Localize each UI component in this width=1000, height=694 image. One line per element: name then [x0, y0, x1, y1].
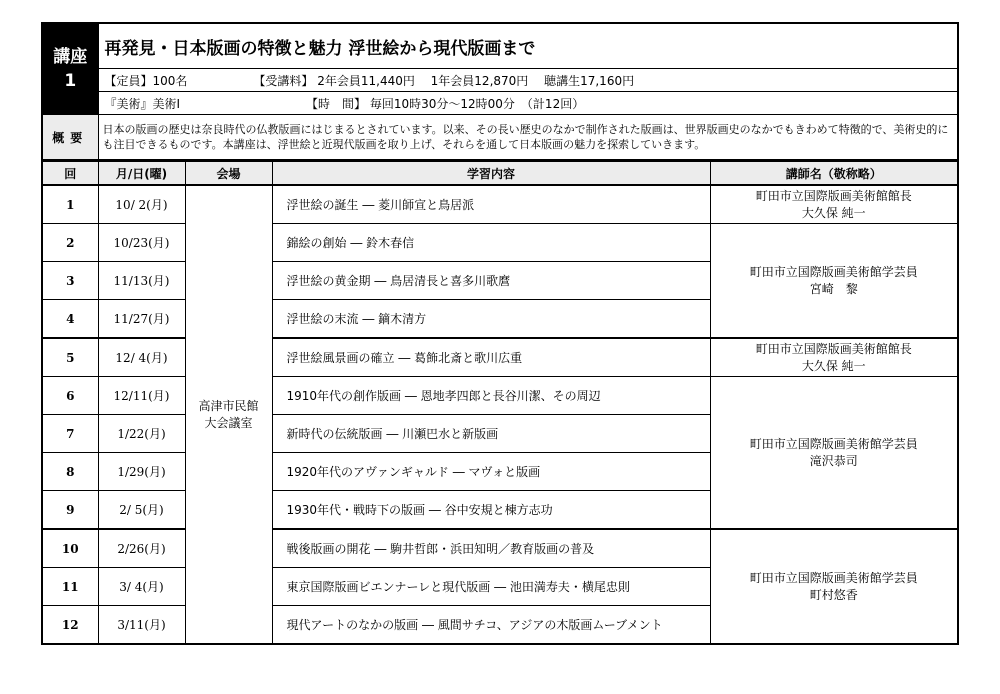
lecturer-cell [710, 529, 958, 644]
session-date: 2/26(月) [98, 529, 185, 568]
session-date: 12/11(月) [98, 377, 185, 415]
lecturer-org: 町田市立国際版画美術館学芸員 [749, 436, 918, 451]
venue-name: 高津市民館 [198, 398, 259, 413]
session-number: 9 [42, 491, 98, 530]
session-topic: 1920年代のアヴァンギャルド ― マヴォと版画 [272, 453, 710, 491]
lecturer-name: 宮崎 黎 [809, 281, 858, 296]
lecturer-org: 町田市立国際版画美術館館長 [755, 341, 912, 356]
lecturer-name: 大久保 純一 [801, 358, 866, 373]
table-row [42, 338, 958, 377]
session-topic: 浮世絵風景画の確立 ― 葛飾北斎と歌川広重 [272, 338, 710, 377]
lecturer-name: 滝沢恭司 [809, 453, 858, 468]
lecturer-cell [710, 377, 958, 530]
session-number: 5 [42, 338, 98, 377]
session-number: 12 [42, 606, 98, 645]
lecture-header-table [41, 22, 959, 161]
session-topic: 錦絵の創始 ― 鈴木春信 [272, 224, 710, 262]
table-row [42, 377, 958, 415]
session-number: 6 [42, 377, 98, 415]
session-topic: 現代アートのなかの版画 ― 風間サチコ、アジアの木版画ムーブメント [272, 606, 710, 645]
session-topic: 浮世絵の誕生 ― 菱川師宣と鳥居派 [272, 185, 710, 224]
session-date: 11/27(月) [98, 300, 185, 339]
header-session-number: 回 [42, 162, 98, 186]
schedule-header-row [42, 162, 958, 186]
venue-cell [185, 185, 272, 644]
lecturer-org: 町田市立国際版画美術館館長 [755, 188, 912, 203]
session-date: 2/ 5(月) [98, 491, 185, 530]
header-lecturer: 講師名（敬称略） [710, 162, 958, 186]
lecture-label: 講座 [53, 47, 88, 67]
lecture-number-badge [42, 23, 98, 115]
session-date: 3/11(月) [98, 606, 185, 645]
session-date: 1/22(月) [98, 415, 185, 453]
session-number: 10 [42, 529, 98, 568]
session-topic: 浮世絵の末流 ― 鏑木清方 [272, 300, 710, 339]
schedule-table [41, 161, 959, 645]
header-date: 月/日(曜) [98, 162, 185, 186]
session-topic: 東京国際版画ビエンナーレと現代版画 ― 池田満寿夫・横尾忠則 [272, 568, 710, 606]
table-row [42, 529, 958, 568]
session-date: 10/23(月) [98, 224, 185, 262]
session-date: 1/29(月) [98, 453, 185, 491]
session-number: 11 [42, 568, 98, 606]
session-date: 12/ 4(月) [98, 338, 185, 377]
session-number: 8 [42, 453, 98, 491]
lecturer-cell [710, 185, 958, 224]
overview-text: 日本の版画の歴史は奈良時代の仏教版画にはじまるとされています。以来、その長い歴史のなかで制作された版画は、世界版画史のなかでもきわめて特徴的で、美術史的にも注目できるものです。本講座は、浮世絵と近現代版画を取り上げ、それらを通して日本版画の魅力を探索していきます。 [98, 115, 958, 161]
table-row [42, 224, 958, 262]
session-topic: 新時代の伝統版画 ― 川瀬巴水と新版画 [272, 415, 710, 453]
lecturer-cell [710, 338, 958, 377]
session-topic: 1930年代・戦時下の版画 ― 谷中安規と棟方志功 [272, 491, 710, 530]
session-date: 11/13(月) [98, 262, 185, 300]
session-topic: 戦後版画の開花 ― 駒井哲郎・浜田知明／教育版画の普及 [272, 529, 710, 568]
session-topic: 浮世絵の黄金期 ― 鳥居清長と喜多川歌麿 [272, 262, 710, 300]
lecturer-name: 大久保 純一 [801, 205, 866, 220]
session-number: 4 [42, 300, 98, 339]
session-date: 10/ 2(月) [98, 185, 185, 224]
header-venue: 会場 [185, 162, 272, 186]
subject-time-info: 『美術』美術Ⅰ 【時 間】 毎回10時30分～12時00分 （計12回） [98, 92, 958, 115]
lecture-title: 再発見・日本版画の特徴と魅力 浮世絵から現代版画まで [98, 23, 958, 69]
lecture-number: 1 [64, 71, 77, 91]
lecturer-cell [710, 224, 958, 339]
session-number: 1 [42, 185, 98, 224]
session-topic: 1910年代の創作版画 ― 恩地孝四郎と長谷川潔、その周辺 [272, 377, 710, 415]
capacity-fee-info: 【定員】100名 【受講料】 2年会員11,440円 1年会員12,870円 聴講生17,160円 [98, 69, 958, 92]
table-row [42, 185, 958, 224]
lecture-document [41, 22, 959, 645]
session-number: 7 [42, 415, 98, 453]
header-content: 学習内容 [272, 162, 710, 186]
session-date: 3/ 4(月) [98, 568, 185, 606]
session-number: 3 [42, 262, 98, 300]
venue-room: 大会議室 [204, 415, 253, 430]
lecturer-org: 町田市立国際版画美術館学芸員 [749, 264, 918, 279]
lecturer-name: 町村悠香 [809, 587, 858, 602]
session-number: 2 [42, 224, 98, 262]
lecturer-org: 町田市立国際版画美術館学芸員 [749, 570, 918, 585]
overview-label: 概要 [42, 115, 98, 161]
